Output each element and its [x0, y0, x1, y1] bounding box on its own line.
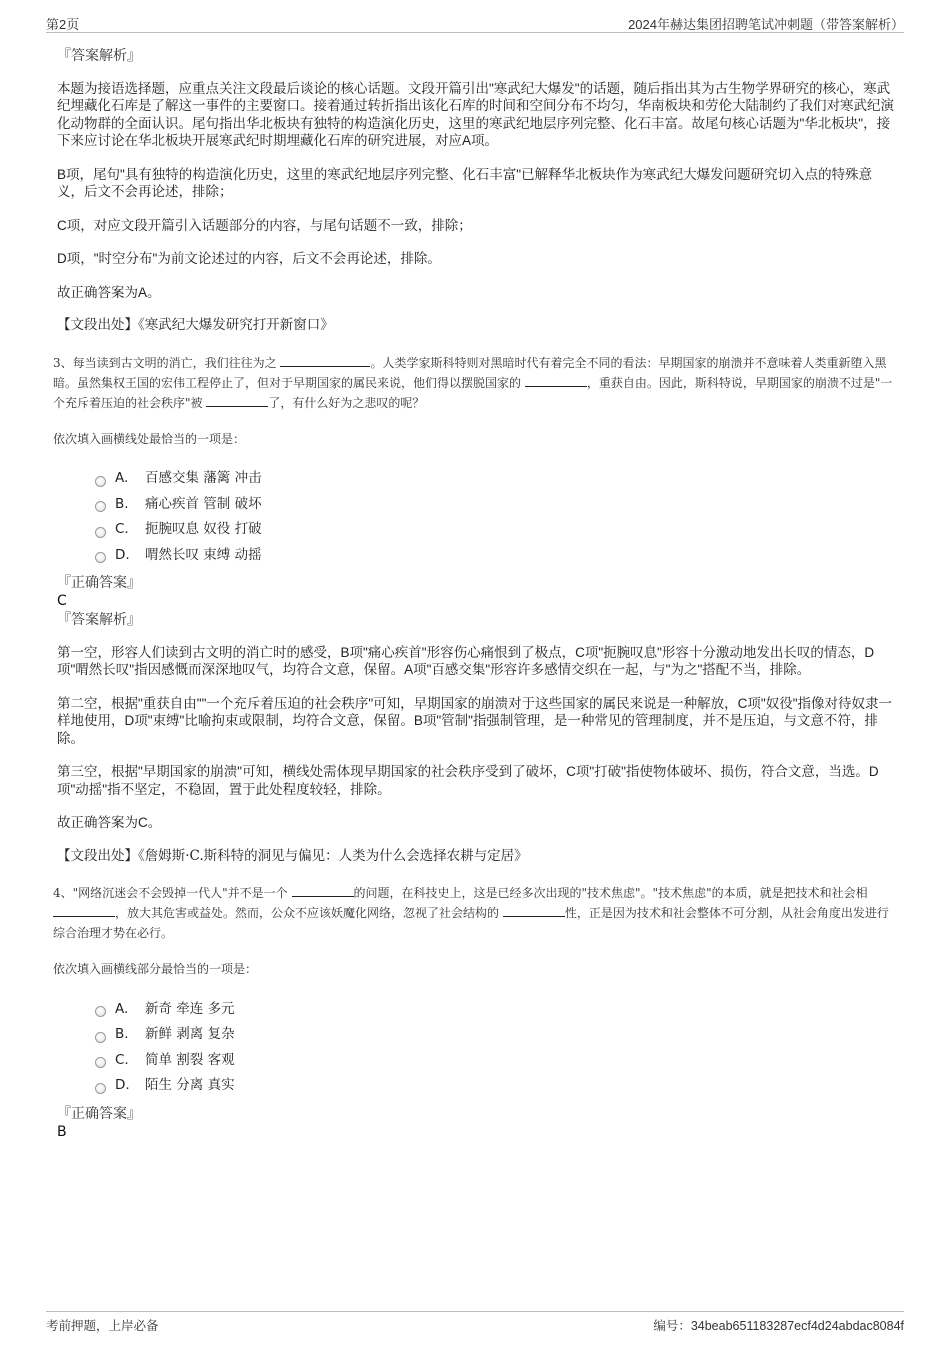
page-content — [53, 48, 895, 1143]
option-c[interactable]: C. 简单 割裂 客观 — [95, 1048, 895, 1074]
blank-3 — [503, 904, 565, 917]
page-footer — [46, 1311, 904, 1334]
correct-answer-label: 『正确答案』 — [57, 1105, 141, 1122]
blank-2 — [525, 374, 587, 387]
analysis-paragraph: D项，"时空分布"为前文论述过的内容，后文不会再论述，排除。 — [57, 251, 441, 266]
option-b[interactable]: B. 新鲜 剥离 复杂 — [95, 1022, 895, 1048]
option-a[interactable]: A. 新奇 牵连 多元 — [95, 997, 895, 1023]
radio-icon[interactable] — [95, 1032, 106, 1043]
passage-source: 【文段出处】《詹姆斯·C.斯科特的洞见与偏见：人类为什么会选择农耕与定居》 — [57, 847, 528, 864]
option-c[interactable]: C. 扼腕叹息 奴役 打破 — [95, 517, 895, 543]
radio-icon[interactable] — [95, 501, 106, 512]
radio-icon[interactable] — [95, 552, 106, 563]
option-a[interactable]: A. 百感交集 藩篱 冲击 — [95, 466, 895, 492]
blank-2 — [53, 904, 115, 917]
option-d[interactable]: D. 陌生 分离 真实 — [95, 1073, 895, 1099]
analysis-paragraph: 本题为接语选择题，应重点关注文段最后谈论的核心话题。文段开篇引出"寒武纪大爆发"的话题，随后指出其为古生物学界研究的核心，寒武纪埋藏化石库是了解这一事件的主要窗口。接着通过转折指出该化石库的时间和空间分布不均匀，华南板块和劳伦大陆制约了我们对寒武纪演化动物群的全面认识。尾句指出华北板块有独特的构造演化历史，这里的寒武纪地层序列完整、化石丰富。故尾句核心话题为"华北板块"，接下来应讨论在华北板块开展寒武纪时期埋藏化石库的研究进展，对应A项。 — [57, 80, 894, 148]
document-title: 2024年赫达集团招聘笔试冲刺题（带答案解析） — [628, 17, 904, 32]
blank-1 — [280, 354, 370, 367]
document-code: 编号：34beab651183287ecf4d24abdac8084f — [653, 1319, 904, 1333]
option-b[interactable]: B. 痛心疾首 管制 破坏 — [95, 492, 895, 518]
q4-options — [95, 997, 895, 1099]
analysis-paragraph: 第一空，形容人们读到古文明的消亡时的感受，B项"痛心疾首"形容伤心痛恨到了极点，C项"扼腕叹息"形容十分激动地发出长叹的情态，D项"喟然长叹"指因感慨而深深地叹气，均符合文意，保留。A项"百感交集"形容许多感情交织在一起，与"为之"搭配不当，排除。 — [57, 644, 875, 677]
correct-answer-label: 『正确答案』 — [57, 575, 141, 591]
analysis-paragraph: C项，对应文段开篇引入话题部分的内容，与尾句话题不一致，排除； — [57, 217, 472, 233]
page-header — [46, 10, 904, 33]
blank-1 — [292, 884, 354, 897]
radio-icon[interactable] — [95, 527, 106, 538]
analysis-label: 『答案解析』 — [57, 612, 141, 628]
conclusion: 故正确答案为A。 — [57, 284, 161, 300]
analysis-paragraph: 第二空，根据"重获自由""一个充斥着压迫的社会秩序"可知，早期国家的崩溃对于这些国家的属民来说是一种解放，C项"奴役"指像对待奴隶一样地使用，D项"束缚"比喻拘束或限制，均符合文意，保留。B项"管制"指强制管理，是一种常见的管理制度，并不是压迫，与文意不符，排除。 — [57, 695, 893, 746]
option-d[interactable]: D. 喟然长叹 束缚 动摇 — [95, 543, 895, 569]
radio-icon[interactable] — [95, 476, 106, 487]
radio-icon[interactable] — [95, 1006, 106, 1017]
correct-answer-value: B — [57, 1123, 67, 1140]
passage-source: 【文段出处】《寒武纪大爆发研究打开新窗口》 — [57, 317, 334, 333]
correct-answer-value: C — [57, 593, 67, 609]
question-prompt: 依次填入画横线处最恰当的一项是： — [53, 431, 246, 446]
conclusion: 故正确答案为C。 — [57, 815, 162, 830]
question-prompt: 依次填入画横线部分最恰当的一项是： — [53, 962, 258, 976]
analysis-paragraph: 第三空，根据"早期国家的崩溃"可知，横线处需体现早期国家的社会秩序受到了破坏，C项"打破"指使物体破坏、损伤，符合文意，当选。D项"动摇"指不坚定，不稳固，置于此处程度较轻，排除。 — [57, 764, 879, 797]
q3-options — [95, 466, 895, 568]
page-number: 第2页 — [46, 17, 80, 32]
analysis-label: 『答案解析』 — [57, 48, 141, 64]
radio-icon[interactable] — [95, 1083, 106, 1094]
question-3-stem: 3、每当读到古文明的消亡，我们往往为之 。人类学家斯科特则对黑暗时代有着完全不同的看法：早期国家的崩溃并不意味着人类重新堕入黑暗。虽然集权王国的宏伟工程停止了，但对于早期国家的属民来说，他们得以摆脱国家的 ，重获自由。因此，斯科特说，早期国家的崩溃不过是"一个充斥着压迫的社会秩序"被 了，有什么好为之悲叹的呢？ — [53, 355, 893, 410]
footer-slogan: 考前押题，上岸必备 — [46, 1319, 159, 1333]
analysis-paragraph: B项，尾句"具有独特的构造演化历史，这里的寒武纪地层序列完整、化石丰富"已解释华北板块作为寒武纪大爆发问题研究切入点的特殊意义，后文不会再论述，排除； — [57, 166, 873, 199]
blank-3 — [206, 394, 268, 407]
question-4-stem: 4、"网络沉迷会不会毁掉一代人"并不是一个 的问题，在科技史上，这是已经多次出现的"技术焦虑"。"技术焦虑"的本质，就是把技术和社会相 ，放大其危害或益处。然而，公众不应该妖魔化网络，忽视了社会结构的 性，正是因为技术和社会整体不可分割，从社会角度出发进行综合治理才势在必行。 — [53, 886, 889, 940]
radio-icon[interactable] — [95, 1057, 106, 1068]
